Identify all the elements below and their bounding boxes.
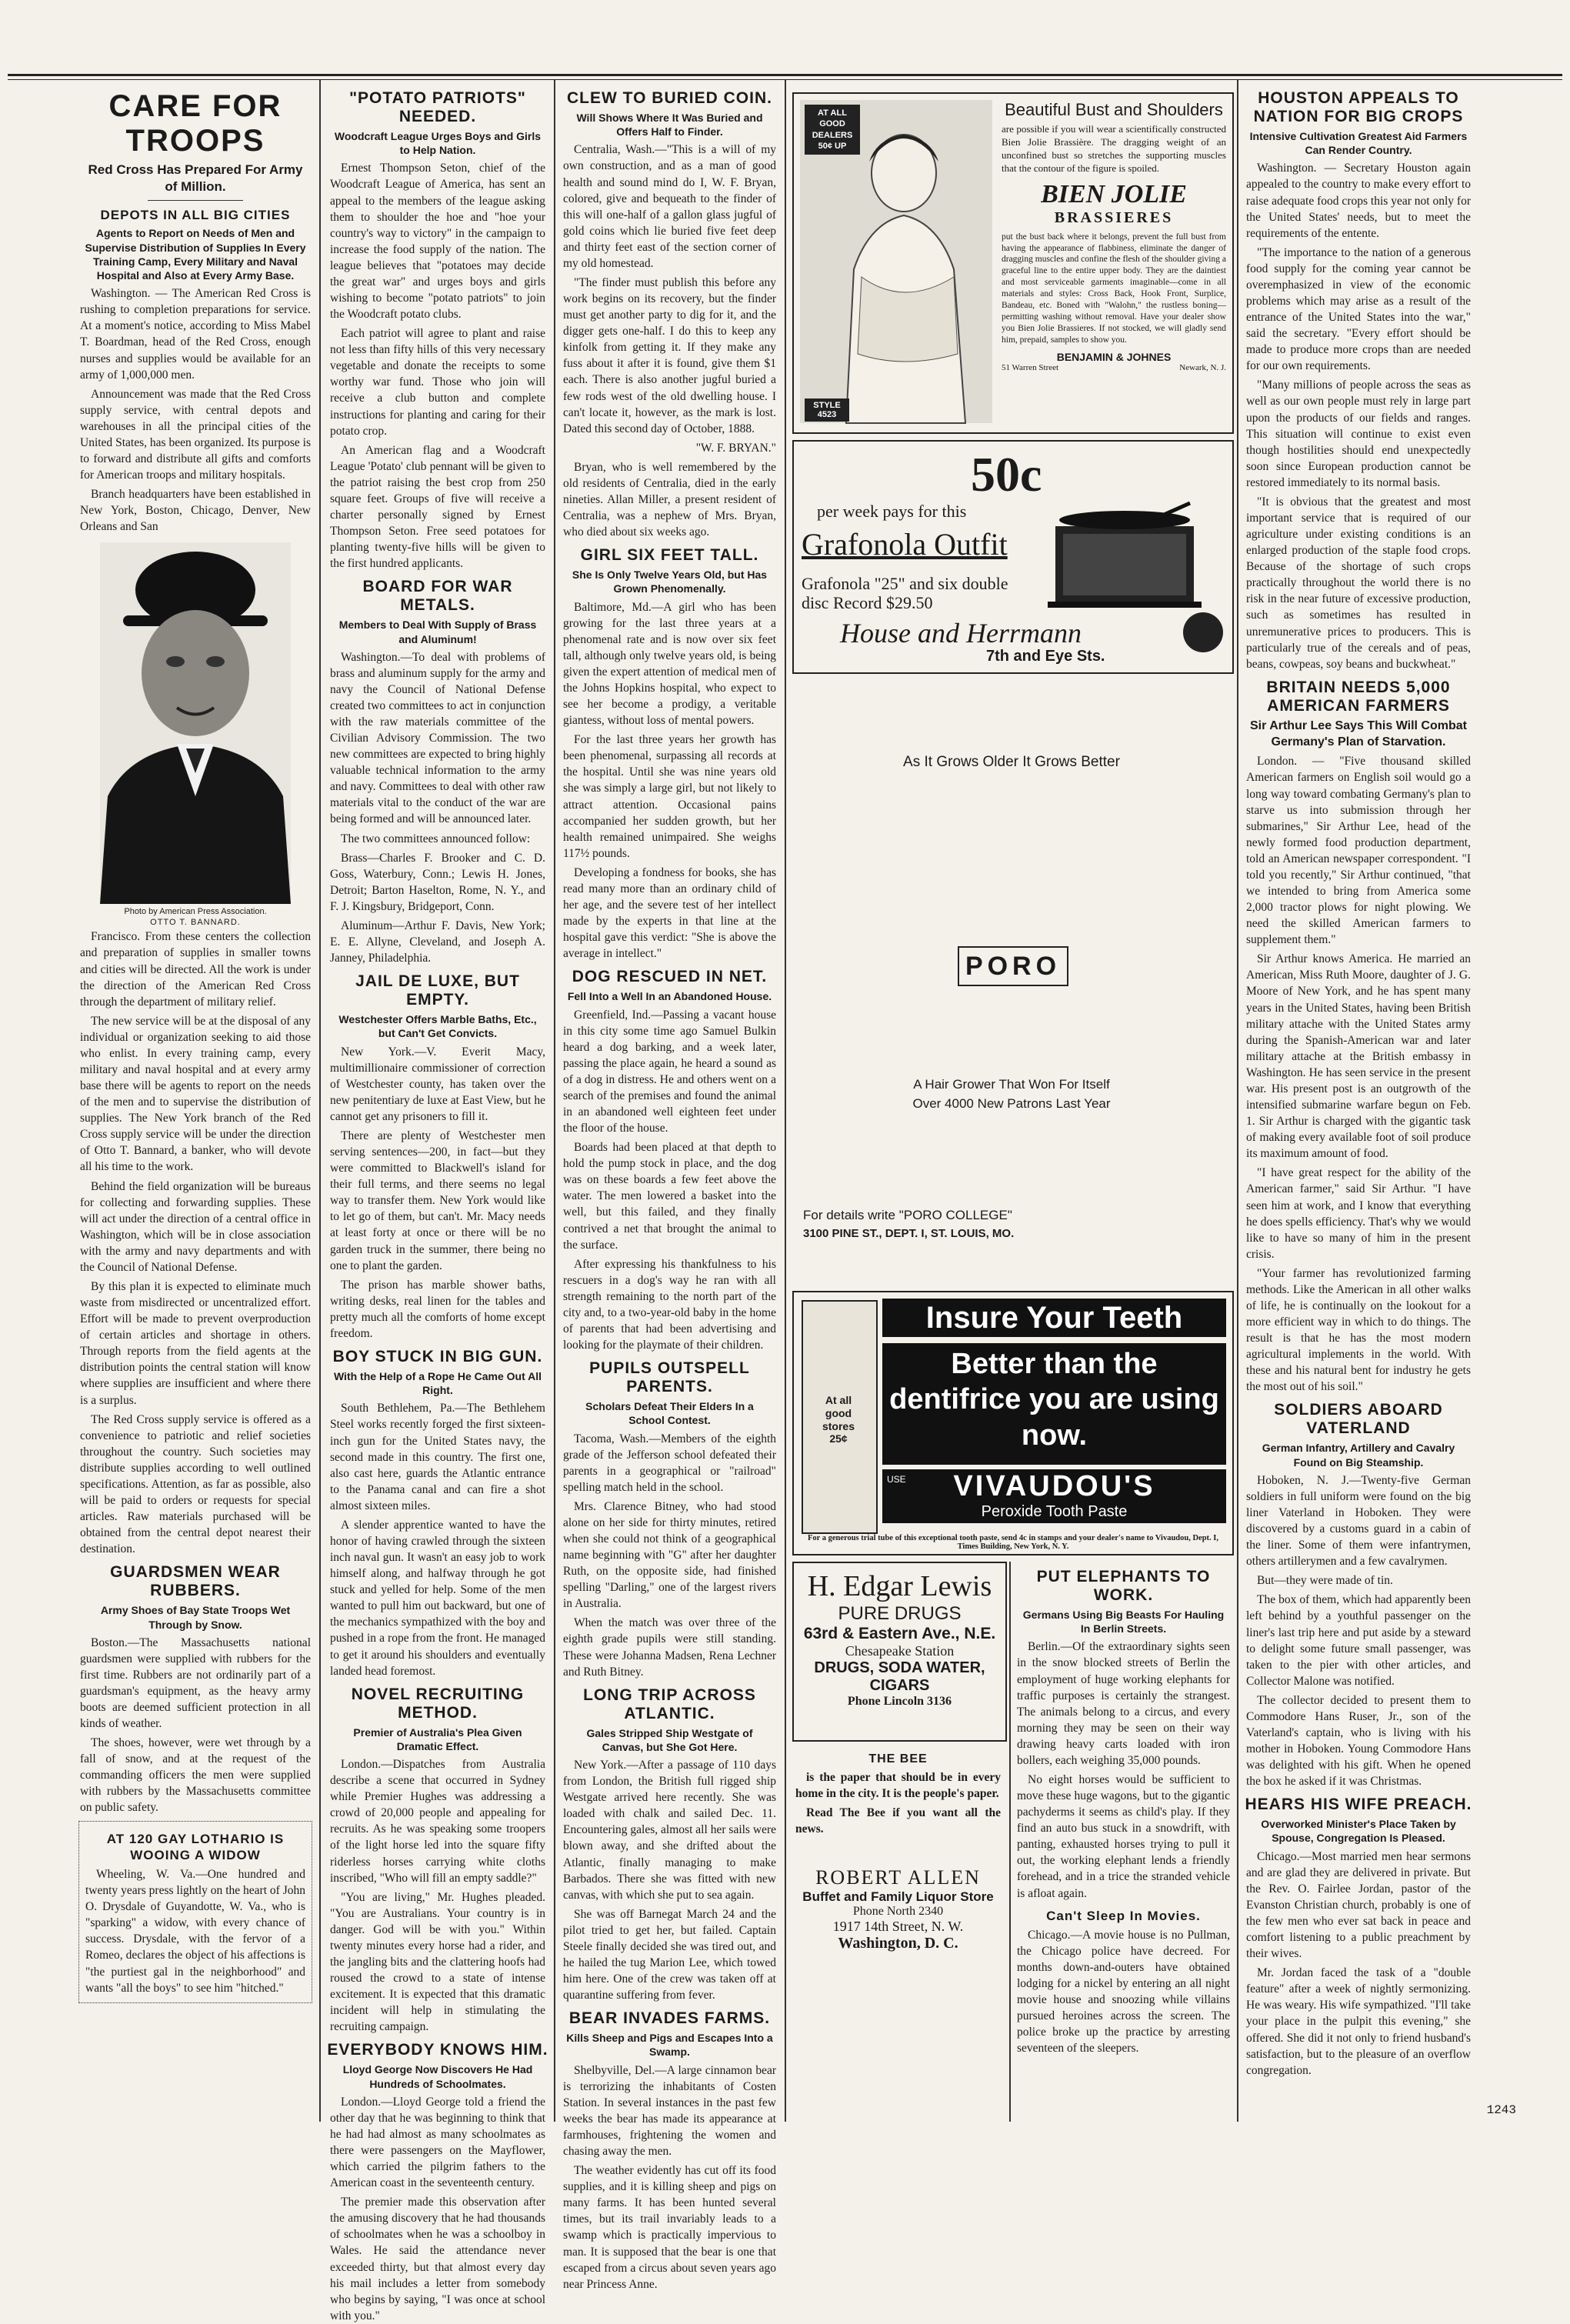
article-paragraph: Announcement was made that the Red Cross supply service, with central depots and warehouses in all the principal cities of the United States, has been organized. Its purpose is to forward and distribute all gifts and comforts for American troops and military hospitals. <box>80 387 311 482</box>
article-paragraph: Chicago.—A movie house is no Pullman, the Chicago police have decreed. For months down-and-outers have obtained lodging for a nickel by entering an all night movie house and snoozing while villains pursued heroines across the screen. The police broke up the practice by arresting seventeen of the sleepers. <box>1017 1928 1230 2056</box>
subhead-preach: Overworked Minister's Place Taken by Spouse, Congregation Is Pleased. <box>1261 1818 1456 1845</box>
headline-dog-rescued: DOG RESCUED IN NET. <box>572 968 768 986</box>
ad-poro-brand: PORO <box>958 946 1068 986</box>
article-paragraph: Washington. — Secretary Houston again appealed to the country to make every effort to raise adequate food crops this year not only for the United States' needs, but to meet the requirements of the entente. <box>1246 162 1471 240</box>
article-paragraph: London.—Dispatches from Australia describe a scene that occurred in Sydney while Premier Hughes was addressing a crowd of 20,000 people and appealing for recruits. As he was speaking some troopers of the light horse led into the square fifty riderless horses carrying white cloths inscribed, "Who will fill an empty saddle?" <box>330 1758 545 1885</box>
column-3 <box>560 83 779 2291</box>
ad-body: Better than the dentifrice you are using now. <box>882 1343 1226 1465</box>
deck-depots: DEPOTS IN ALL BIG CITIES <box>100 208 291 223</box>
ad-dealer-badge: AT ALL GOOD DEALERS 50¢ UP <box>805 105 860 155</box>
ad-headline: Insure Your Teeth <box>882 1299 1226 1337</box>
article-paragraph: The two committees announced follow: <box>341 832 531 845</box>
article-paragraph: Hoboken, N. J.—Twenty-five German soldiers in full uniform were found on the big liner Vaterland in Hoboken. They were discovered by a customs guard in a cabin of the liner. Some of them were infantrymen, others artillerymen and a few cavalrymen. <box>1246 1473 1471 1569</box>
subhead-jail: Westchester Offers Marble Baths, Etc., but Can't Get Convicts. <box>338 1013 537 1040</box>
ad-store-address: 7th and Eye Sts. <box>986 648 1105 665</box>
ad-use: USE <box>887 1474 906 1485</box>
headline-care-for-troops: CARE FOR TROOPS <box>108 89 282 158</box>
record-logo-icon <box>1183 612 1223 652</box>
ad-poro-line: Over 4000 New Patrons Last Year <box>912 1096 1111 1111</box>
headline-long-trip: LONG TRIP ACROSS ATLANTIC. <box>583 1685 756 1722</box>
article-paragraph: South Bethlehem, Pa.—The Bethlehem Steel works recently forged the first sixteen-inch gun for the United States navy, the second made in this country. The first one, also cast here, guards the Atlantic entrance to the Panama canal and can fire a shot almost sixteen miles. <box>330 1402 545 1512</box>
column-5 <box>1243 83 1474 2122</box>
article-paragraph: There are plenty of Westchester men serving sentences—200, in fact—but they were committed to Blackwell's island for their full terms, and there seems no legal way to transfer them. New York would like to let go of them, but can't. Mr. Macy needs at least forty at once or there will be no garden truck in the summer, there being no one to plant the garden. <box>330 1129 545 1272</box>
article-paragraph: The prison has marble shower baths, writing desks, real linen for the tables and pretty much all the comforts of home except freedom. <box>330 1278 545 1340</box>
phonograph-icon <box>1040 495 1209 615</box>
article-paragraph: "Your farmer has revolutionized farming methods. Like the American in all other walks of life, he is continually on the lookout for a more efficient way in which to do things. The result is that he has the most modern agricultural implements in the world. With these and his natural bent for industry he gets the most out of his soil." <box>1246 1266 1471 1394</box>
ad-store-name: H. Edgar Lewis <box>807 1570 992 1602</box>
headline-jail-de-luxe: JAIL DE LUXE, BUT EMPTY. <box>355 972 520 1009</box>
subhead-girl: She Is Only Twelve Years Old, but Has Grown Phenomenally. <box>572 568 768 595</box>
photo-caption: OTTO T. BANNARD. <box>150 918 241 928</box>
ad-address: 1917 14th Street, N. W. <box>832 1919 964 1934</box>
ad-bien-jolie <box>792 92 1234 434</box>
article-paragraph: "It is obvious that the greatest and most important service that is required of our agriculture under existing conditions is an enlarged production of the staple food crops. Because of the shortage of such crops practically throughout the world there is no risk in the near future of excessive production, such as sometimes has resulted in unremunerative prices to producers. This is particularly true of the cereals and of peas, beans, cowpeas, soy beans and buckwheat." <box>1246 495 1471 671</box>
ad-grafonola <box>792 440 1234 674</box>
ad-line: Chesapeake Station <box>845 1643 955 1659</box>
subhead-vaterland: German Infantry, Artillery and Cavalry Found on Big Steamship. <box>1262 1442 1455 1469</box>
ad-product-title: Grafonola Outfit <box>802 527 1008 562</box>
article-paragraph: "Many millions of people across the seas as well as our own people must rely in large part upon the products of our fields and ranges. This situation will continue to exist even though hostilities should end unexpectedly soon since European production cannot be restored immediately to its normal basis. <box>1246 378 1471 489</box>
subhead-bear: Kills Sheep and Pigs and Escapes Into a Swamp. <box>566 2032 773 2059</box>
headline-britain-farmers: BRITAIN NEEDS 5,000 AMERICAN FARMERS <box>1266 678 1451 715</box>
subhead-recruiting: Premier of Australia's Plea Given Dramatic Effect. <box>353 1725 522 1752</box>
headline-war-metals: BOARD FOR WAR METALS. <box>362 578 513 615</box>
ad-style-number: STYLE 4523 <box>805 398 849 422</box>
ad-city: Newark, N. J. <box>1179 362 1226 372</box>
ad-poro-tagline: As It Grows Older It Grows Better <box>903 754 1120 770</box>
subhead-gun: With the Help of a Rope He Came Out All Right. <box>333 1369 542 1397</box>
article-paragraph: Sir Arthur knows America. He married an American, Miss Ruth Moore, daughter of J. G. Moore of New York, and he has spent many years in the United States, having been British military attache with the United States army during the Spanish-American war and later military attache at the British embassy in Washington. He has seen service in the present war. His present post is an outgrowth of the intensified submarine warfare begun on Feb. 1. Sir Arthur is charged with the gigantic task of making every available foot of soil produce its maximum amount of food. <box>1246 952 1471 1161</box>
ad-intro: are possible if you will wear a scientifically constructed Bien Jolie Brassière. The dragging weight of an unconfined bust so stretches the supporting muscles that the contour of the figure is spoiled. <box>1002 123 1226 174</box>
article-paragraph: Washington. — The American Red Cross is rushing to completion preparations for service. At a moment's notice, according to Miss Mabel T. Boardman, head of the Red Cross, enough nurses and supplies would be available for an army of 1,000,000 men. <box>80 287 311 382</box>
article-paragraph: The shoes, however, were wet through by a fall of snow, and at the request of the commanding officers the men were supplied with rubbers by the Massachusetts committee on public safety. <box>80 1736 311 1815</box>
article-paragraph: London.—Lloyd George told a friend the other day that he was beginning to think that he had had almost as many schoolmates as there were passengers on the Mayflower, which carried the pilgrim fathers to the American coast in the seventeenth century. <box>330 2095 545 2190</box>
subhead-potato: Woodcraft League Urges Boys and Girls to Help Nation. <box>334 130 542 157</box>
ad-brand: VIVAUDOU'S <box>953 1470 1155 1502</box>
article-paragraph: The box of them, which had apparently been left behind by a youthful passenger on the liner's last trip here and put aside by a steward to delight some future small passenger, was taken to the pier with other articles, and Collector Malone was notified. <box>1246 1593 1471 1688</box>
ad-poro-details: For details write "PORO COLLEGE" <box>803 1208 1012 1222</box>
article-paragraph: The new service will be at the disposal of any individual or organization seeking to aid those who enlist. In every training camp, every military and naval hospital and at every army base there will be agents to report on the needs of the men and to supervise the distribution of supplies. The New York branch of the Red Cross supply service will be under the direction of Otto T. Bannard, a banker, who will devote all his time to the work. <box>80 1014 311 1174</box>
notice-title: THE BEE <box>868 1752 928 1766</box>
subhead-guardsmen: Army Shoes of Bay State Troops Wet Through by Snow. <box>100 1604 291 1631</box>
article-paragraph: Bryan, who is well remembered by the old residents of Centralia, died in the early nineties. Allan Miller, a present resident of Centralia, was a nephew of Mrs. Bryan, who died about six weeks ago. <box>563 460 776 539</box>
column-rule-1 <box>319 80 321 2122</box>
ad-store-name: House and Herrmann <box>840 618 1082 649</box>
subhead-pupils: Scholars Defeat Their Elders In a School Contest. <box>585 1400 754 1427</box>
article-paragraph: For the last three years her growth has been phenomenal, surpassing all records at the hospital. Until she was nine years old she was simply a large girl, but not likely to attract attention. Occasional pains accompanied her sudden growth, but her health remained unimpaired. She weighs 117½ pounds. <box>563 733 776 860</box>
ad-headline: Beautiful Bust and Shoulders <box>1005 100 1223 119</box>
article-paragraph: The Red Cross supply service is offered as a convenience to patriotic and relief societies throughout the country. Such societies may distribute supplies according to well outlined specifications. Attention, as far as possible, also will be paid to orders or requests for special articles. Raw materials purchased will be obtained from the central depot nearest their destination. <box>80 1412 311 1556</box>
portrait-otto-bannard <box>100 542 291 904</box>
headline-guardsmen: GUARDSMEN WEAR RUBBERS. <box>110 1563 281 1600</box>
ad-poro-line: A Hair Grower That Won For Itself <box>913 1077 1110 1092</box>
headline-boy-stuck: BOY STUCK IN BIG GUN. <box>332 1347 543 1365</box>
ad-price: 50c <box>971 447 1042 502</box>
ad-body: put the bust back where it belongs, prevent the full bust from having the appearance of flabbiness, eliminate the danger of dragging muscles and confine the flesh of the shoulder giving a graceful line to the entire upper body. They are the daintiest and most serviceable garments imaginable—come in all materials and styles: Cross Back, Hook Front, Surplice, Bandeau, etc. Boned with "Walohn," the rustless boning—permitting washing without removal. Have your dealer show you Bien Jolie Brassieres. If not stocked, we will gladly send him, prepaid, samples to show you. <box>1002 232 1226 345</box>
column-2 <box>327 83 548 2322</box>
article-paragraph: Ernest Thompson Seton, chief of the Woodcraft League of America, has sent an appeal to the members of the league asking them to shoulder the hoe and "hoe your country's way to victory" in the campaign to increase the food supply of the nation. The league believes that "potatoes may decide the great war" and urges boys and girls wishing to become "potato patriots" to join the Woodcraft potato clubs. <box>330 162 545 322</box>
ad-address: 51 Warren Street <box>1002 362 1059 372</box>
ad-line: 63rd & Eastern Ave., N.E. <box>803 1625 996 1642</box>
article-paragraph: Centralia, Wash.—"This is a will of my own construction, and as a man of good health and sound mind do I, W. F. Bryan, colored, give and bequeath to the finder of this will one-half of a gallon glass jugful of gold coins which lie buried five feet deep and thirty feet east of the section corner of my old homestead. <box>563 143 776 270</box>
ad-brand-banner <box>882 1469 1226 1523</box>
toothpaste-tube-icon <box>802 1300 878 1534</box>
ad-line: Buffet and Family Liquor Store <box>802 1889 994 1904</box>
article-paragraph: "The importance to the nation of a generous food supply for the coming year cannot be overemphasized in view of the economic problems which may arise as a result of the entrance of the United States into the war," said the secretary. "Every effort should be made to produce more crops than are needed for our own requirements. <box>1246 245 1471 373</box>
article-paragraph: Boston.—The Massachusetts national guardsmen were supplied with rubbers for the first time. Rubbers are not ordinarily part of a guardsman's equipment, as the heavy army boots are deemed sufficient protection in all kinds of weather. <box>80 1635 311 1731</box>
headline-movies: Can't Sleep In Movies. <box>1046 1908 1201 1923</box>
article-paragraph: But—they were made of tin. <box>1257 1574 1393 1588</box>
ad-product: Peroxide Tooth Paste <box>981 1503 1128 1520</box>
article-paragraph: Tacoma, Wash.—Members of the eighth grade of the Jefferson school defeated their parents in a geographical or "railroad" spelling match held in the school. <box>563 1432 776 1494</box>
article-paragraph: Wheeling, W. Va.—One hundred and twenty years press lightly on the heart of John O. Drysdale of Guyandotte, W. Va., who is "sparking" a widow, with every chance of success. Drysdale, with the fervor of a Romeo, declares the object of his affections is "the purtiest gal in the neighborhood" and wants "all the boys" to see him "hitched." <box>85 1868 305 1995</box>
ad-poro-address: 3100 PINE ST., DEPT. I, ST. LOUIS, MO. <box>803 1227 1015 1240</box>
photo-credit: Photo by American Press Association. <box>124 907 267 917</box>
article-paragraph: "You are living," Mr. Hughes pleaded. "You are Australians. Your country is in danger. God will be with you." Within twenty minutes every horse had a rider, and the jangling bits and the clattering hoofs had roused the crowd to a state of intense excitement. It is expected that this dramatic incident will help in stimulating the recruiting campaign. <box>330 1890 545 2034</box>
headline-wife-preach: HEARS HIS WIFE PREACH. <box>1245 1796 1472 1814</box>
ad-price-text: per week pays for this <box>817 502 967 521</box>
notice-the-bee <box>792 1746 1004 1840</box>
subhead-houston: Intensive Cultivation Greatest Aid Farmers Can Render Country. <box>1249 130 1468 157</box>
ad-footnote: For a generous trial tube of this exceptional tooth paste, send 4c in stamps and your dealer's name to Vivaudou, Dept. I, Times Building, New York, N. Y. <box>807 1534 1219 1551</box>
ad-phone: Phone Lincoln 3136 <box>847 1695 952 1708</box>
ad-phone: Phone North 2340 <box>852 1905 944 1918</box>
ad-line: DRUGS, SODA WATER, CIGARS <box>814 1659 985 1694</box>
ad-vivaudou <box>792 1291 1234 1555</box>
headline-elephants: PUT ELEPHANTS TO WORK. <box>1036 1568 1211 1604</box>
subhead-elephants: Germans Using Big Beasts For Hauling In Berlin Streets. <box>1022 1609 1225 1635</box>
article-paragraph: Berlin.—Of the extraordinary sights seen in the snow blocked streets of Berlin the employment of huge working elephants for traffic purposes is certainly the strangest. The animals belong to a circus, and every morning they may be seen on their way drawing heavy carts loaded with iron bollers, each weighing 35,000 pounds. <box>1017 1640 1230 1767</box>
ad-store-name: ROBERT ALLEN <box>815 1866 981 1889</box>
article-paragraph: Boards had been placed at that depth to hold the pump stock in place, and the dog was on these boards a few feet above the water. The men lowered a basket into the well, but this failed, and they finally contrived a net that brought the animal to the surface. <box>563 1141 776 1252</box>
headline-potato-patriots: "POTATO PATRIOTS" NEEDED. <box>349 89 526 125</box>
subhead-trip: Gales Stripped Ship Westgate of Canvas, but She Got Here. <box>586 1726 753 1753</box>
column-rule-sub <box>1009 1562 1011 2122</box>
article-paragraph: Each patriot will agree to plant and raise not less than fifty hills of this very necessary vegetable and donate the receipts to some worthy war fund. Those who join will receive a club button and complete instructions for planting and caring for their potato crop. <box>330 327 545 438</box>
article-paragraph: The collector decided to present them to Commodore Hans Ruser, Jr., son of the Vaterland's captain, who is living with his mother in Hoboken. Young Commodore Hans was delighted with his gift. When he opened the box he asked if it was Christmas. <box>1246 1693 1471 1789</box>
subhead-dog: Fell Into a Well In an Abandoned House. <box>567 990 772 1003</box>
ad-company: BENJAMIN & JOHNES <box>1056 350 1172 363</box>
signature-text: "W. F. BRYAN." <box>695 441 776 455</box>
subhead-everybody: Lloyd George Now Discovers He Had Hundreds of Schoolmates. <box>342 2063 533 2090</box>
column-1 <box>77 83 314 2122</box>
article-paragraph: Baltimore, Md.—A girl who has been growing for the last three years at a phenomenal rate and is now over six feet tall, although only twelve years old, is being given the expert attention of medical men of the Johns Hopkins hospital, who expect to see her become a prodigy, a veritable giantess, without loss of mental powers. <box>563 600 776 728</box>
article-paragraph: An American flag and a Woodcraft League 'Potato' club pennant will be given to the patriot raising the best crop from 250 square feet. Groups of five will receive a charter personally signed by Ernest Thompson Seton. Free seed potatoes for planting twenty-five hills will be given to the first hundred applicants. <box>330 443 545 571</box>
article-paragraph: Developing a fondness for books, she has read many more than an ordinary child of her age, and the severe test of her intellect made by the experts in that line at the hospital gave this verdict: "She is above the average in intellect." <box>563 865 776 961</box>
headline-everybody-knows: EVERYBODY KNOWS HIM. <box>327 2041 548 2059</box>
ad-poro <box>792 681 1231 1281</box>
ad-brand-sub: BRASSIERES <box>1054 208 1174 226</box>
divider <box>148 200 242 201</box>
article-paragraph: "The finder must publish this before any work begins on its recovery, but the finder must get another party to dig for it, and the digger gets one-half. I do this to keep any kinfolk from getting it. If they make any fuss about it after it is found, give them $1 each. There is also another jugful buried a few rods west of the old dwelling house. I can't locate it, however, as the mark is lost. Dated this second day of October, 1888. <box>563 276 776 435</box>
notice-body: Read The Bee if you want all the news. <box>795 1806 1001 1836</box>
article-paragraph: New York.—After a passage of 110 days from London, the British full rigged ship Westgate arrived here recently. She was loaded with chalk and sailed Dec. 11. Encountering gales, almost all her sails were blown away, and she drifted about the Atlantic, finally managing to make Barbados. There she was fitted with new canvas, with which she put to sea again. <box>563 1759 776 1902</box>
headline-girl-tall: GIRL SIX FEET TALL. <box>580 546 759 565</box>
article-paragraph: No eight horses would be sufficient to move these huge wagons, but to the gigantic pachyderms it seems as child's play. If they find an auto bus stuck in a snowdrift, with panting, exhausted horses trying to pull it out, the working elephant lends a friendly forehead, and in a trice the stranded vehicle is afloat again. <box>1017 1773 1230 1900</box>
article-paragraph: A slender apprentice wanted to have the honor of having crawled through the sixteen inch naval gun. It wasn't an easy job to work himself along, and halfway through he got stuck and yelled for help. Some of the men wanted to pull him out backward, but one of the mechanics sympathized with the boy and pushed in a rope from the front. He managed to get it around his shoulders and eventually landed head foremost. <box>330 1518 545 1678</box>
column-rule-4 <box>1237 80 1238 2122</box>
article-paragraph: Mr. Jordan faced the task of a "double feature" after a week of nightly sermonizing. He was weary. His wife sympathized. "I'll take your place in the pulpit this evening," she offered. She did it not only to friend husband's satisfaction, but to the pleasure of an overflow congregation. <box>1246 1966 1471 2077</box>
article-paragraph: When the match was over three of the eighth grade pupils were still standing. These were Johanna Madsen, Rena Lechner and Ruth Bitney. <box>563 1616 776 1679</box>
lothario-box <box>78 1821 312 2003</box>
subhead-metals: Members to Deal With Supply of Brass and Aluminum! <box>338 619 537 645</box>
article-paragraph: Behind the field organization will be bureaus for collecting and forwarding supplies. These will act under the direction of a central office in Washington, which will be in close association with the army and navy departments and with the Council of National Defense. <box>80 1179 311 1274</box>
article-paragraph: Greenfield, Ind.—Passing a vacant house in this city some time ago Samuel Bulkin heard a dog barking, and a week later, passing the place again, he heard a sound as of a dog in distress. He and others went on a search of the premises and found the animal in an abandoned well eighteen feet under the floor of the house. <box>563 1008 776 1135</box>
ad-line: PURE DRUGS <box>838 1603 962 1624</box>
ad-brand: BIEN JOLIE <box>1041 179 1187 208</box>
notice-body: is the paper that should be in every home in the city. It is the people's paper. <box>795 1771 1001 1801</box>
article-paragraph: After expressing his thankfulness to his rescuers in a dog's way he ran with all strength remaining to the north part of the city and, to a two-year-old baby in the home of parents that had been advertising and looking for the playmate of their children. <box>563 1257 776 1352</box>
headline-buried-coin: CLEW TO BURIED COIN. <box>567 89 772 107</box>
article-paragraph: The premier made this observation after the amusing discovery that he had thousands of schoolmates when he was a schoolboy in Wales. He said the attendance never exceeded thirty, but that almost every day his mail includes a letter from somebody who begins by saying, "I was once at school with you." <box>330 2196 545 2322</box>
article-paragraph: Mrs. Clarence Bitney, who had stood alone on her side for thirty minutes, retired when she could not think of a geographical name beginning with "G" after her daughter Ruth, on the opposite side, had finished spelling "Darling," one of the largest rivers in Australia. <box>563 1499 776 1611</box>
article-paragraph: Chicago.—Most married men hear sermons and are glad they are delivered in private. But the Rev. O. Fairlee Jordan, pastor of the Evanston Christian church, probably is one of the few men who ever sat back in peace and comfort listening to a public preachment by their wives. <box>1246 1849 1471 1961</box>
subhead-red-cross: Red Cross Has Prepared For Army of Million. <box>88 162 303 195</box>
column-rule-3 <box>785 80 786 2122</box>
column-4-lower <box>1014 1562 1233 2122</box>
article-paragraph: Washington.—To deal with problems of brass and aluminum supply for the army and navy the Council of National Defense created two committees to act in conjunction with the raw materials committee of the Civilian Advisory Commission. The two new committees are expected to bring highly valuable technical information to the army and navy. Committees to deal with other raw materials vital to the conduct of the war are being formed and will be announced later. <box>330 650 545 826</box>
article-paragraph: Branch headquarters have been established in New York, Boston, Chicago, Denver, New Orleans and San <box>80 488 311 534</box>
column-rule-2 <box>554 80 555 2122</box>
masthead-rule <box>8 74 1562 76</box>
headline-vaterland: SOLDIERS ABOARD VATERLAND <box>1274 1401 1443 1438</box>
article-paragraph: "I have great respect for the ability of the American farmer," said Sir Arthur. "I have seen him at work, and I know that everything he does spells efficiency. That's why we would like to have so many of him in the present crisis. <box>1246 1166 1471 1261</box>
article-paragraph: She was off Barnegat March 24 and the pilot tried to get her, but failed. Captain Steele finally decided she was tired out, and he hailed the tug Marion Lee, which towed him here. One of the crew was taken off at quarantine suffering from fever. <box>563 1907 776 2002</box>
ad-price-note: At all good stores 25¢ <box>822 1394 855 1445</box>
summary-agents: Agents to Report on Needs of Men and Supervise Distribution of Supplies In Every Training Camp, Every Military and Naval Hospital and Also at Every Army Base. <box>85 227 306 282</box>
page-mark: 1243 <box>1486 2103 1516 2117</box>
ad-city: Washington, D. C. <box>838 1935 958 1952</box>
ad-edgar-lewis <box>792 1562 1007 1742</box>
article-paragraph: By this plan it is expected to eliminate much waste from misdirected or uncentralized effort. Effort will be made to prevent overproduction of certain articles and shortage in others. Through reports from the field agents at the distribution points the central station will know where supplies are insufficient and where there is a surplus. <box>80 1280 311 1407</box>
article-paragraph: London. — "Five thousand skilled American farmers on English soil would go a long way toward combating Germany's plan to starve us into submission through her submarines," Sir Arthur Lee, head of the newly formed food production department, told an American newspaper correspondent. "I told you recently," Sir Arthur continued, "that we intended to bring from America some 2,000 tractor plows for night plowing. We need the skilled American farmers to supplement them." <box>1246 755 1471 947</box>
headline-lothario: AT 120 GAY LOTHARIO IS WOOING A WIDOW <box>106 1831 285 1862</box>
article-paragraph: Aluminum—Arthur F. Davis, New York; E. E. Allyne, Cleveland, and Joseph A. Janney, Philadelphia. <box>330 919 545 965</box>
article-paragraph: Francisco. From these centers the collection and preparation of supplies in smaller towns and cities will be directed. All the work is under the direction of the American Red Cross through the department of military relief. <box>80 930 311 1009</box>
ad-product-detail: Grafonola "25" and six double disc Record $29.50 <box>802 574 1008 613</box>
headline-recruiting: NOVEL RECRUITING METHOD. <box>351 1685 525 1722</box>
ad-robert-allen <box>792 1862 1004 2008</box>
article-paragraph: Shelbyville, Del.—A large cinnamon bear is terrorizing the inhabitants of Costen Station. In several instances in the past few weeks the bear has made its appearance at farmhouses, frightening the women and chasing away the men. <box>563 2063 776 2159</box>
article-paragraph: New York.—V. Everit Macy, multimillionaire commissioner of correction of Westchester county, has taken over the new penitentiary de luxe at East View, but he cannot get any prisoners to fill it. <box>330 1045 545 1123</box>
headline-bear: BEAR INVADES FARMS. <box>568 2009 771 2028</box>
article-paragraph: The weather evidently has cut off its food supplies, and it is killing sheep and pigs on many farms. It has been hunted several times, but its trail invariably leads to a swamp which is practically impervious to man. It is supposed that the bear is one that escaped from a circus about seven years ago near Princess Anne. <box>563 2164 776 2291</box>
article-paragraph: Brass—Charles F. Brooker and C. D. Goss, Waterbury, Conn.; Lewis H. Jones, Detroit; Barton Haselton, Rome, N. Y., and F. J. Kingsbury, Bridgeport, Conn. <box>330 851 545 913</box>
headline-pupils: PUPILS OUTSPELL PARENTS. <box>589 1359 750 1396</box>
headline-houston: HOUSTON APPEALS TO NATION FOR BIG CROPS <box>1253 89 1464 125</box>
subhead-coin: Will Shows Where It Was Buried and Offers Half to Finder. <box>576 112 763 138</box>
subhead-britain: Sir Arthur Lee Says This Will Combat Germany's Plan of Starvation. <box>1250 719 1467 749</box>
